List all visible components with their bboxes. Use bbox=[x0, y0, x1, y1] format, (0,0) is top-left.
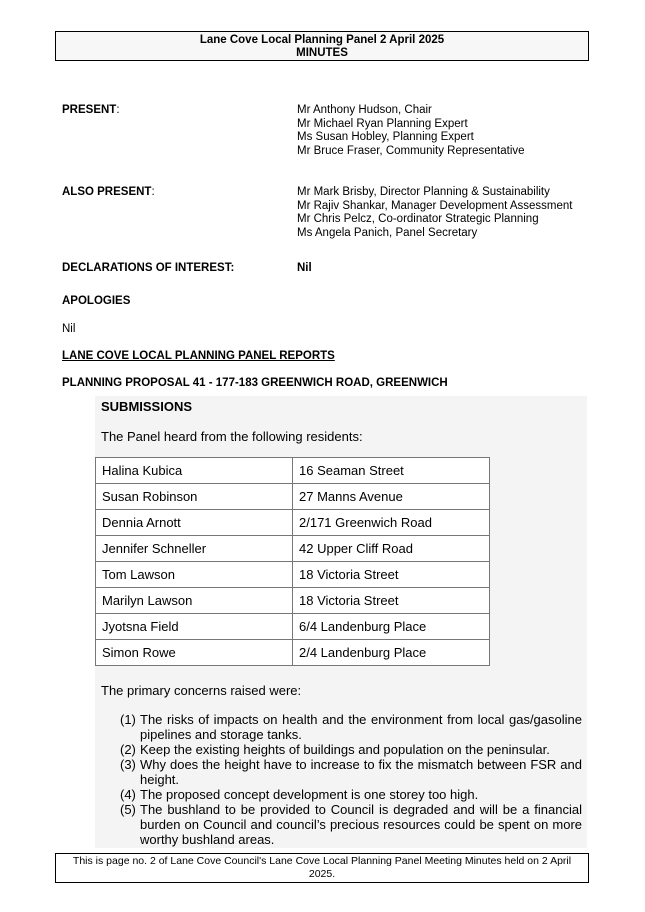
resident-address: 2/171 Greenwich Road bbox=[293, 510, 490, 536]
header-subtitle: MINUTES bbox=[296, 47, 348, 59]
item-number: (2) bbox=[120, 742, 136, 757]
resident-name: Dennia Arnott bbox=[96, 510, 293, 536]
table-row bbox=[96, 562, 490, 588]
table-row bbox=[96, 614, 490, 640]
concerns-intro: The primary concerns raised were: bbox=[101, 683, 302, 698]
resident-name: Jennifer Schneller bbox=[96, 536, 293, 562]
present-label-text: PRESENT bbox=[62, 104, 117, 116]
present-name: Mr Bruce Fraser, Community Representative bbox=[297, 144, 525, 157]
also-present-name: Mr Mark Brisby, Director Planning & Sustainability bbox=[297, 186, 550, 198]
table-row bbox=[96, 510, 490, 536]
present-label bbox=[62, 104, 120, 116]
resident-address: 2/4 Landenburg Place bbox=[293, 640, 490, 666]
list-item bbox=[120, 742, 582, 757]
also-present-label-text: ALSO PRESENT bbox=[62, 186, 152, 198]
item-text: The proposed concept development is one storey too high. bbox=[140, 787, 479, 802]
resident-address: 42 Upper Cliff Road bbox=[293, 536, 490, 562]
footer-line: 2025. bbox=[308, 868, 336, 880]
table-row bbox=[96, 588, 490, 614]
apologies-label: APOLOGIES bbox=[62, 295, 131, 307]
item-text: The bushland to be provided to Council is degraded and will be a financial burden on Council and council’s precious resources could be spent on more worthy bushland areas. bbox=[140, 802, 582, 847]
table-row bbox=[96, 458, 490, 484]
item-number: (4) bbox=[120, 787, 136, 802]
present-name: Ms Susan Hobley, Planning Expert bbox=[297, 131, 474, 144]
header-title: Lane Cove Local Planning Panel 2 April 2025 bbox=[199, 34, 445, 46]
resident-name: Tom Lawson bbox=[96, 562, 293, 588]
apologies-value: Nil bbox=[62, 323, 76, 335]
item-text: Keep the existing heights of buildings and population on the peninsular. bbox=[140, 742, 550, 757]
resident-name: Halina Kubica bbox=[96, 458, 293, 484]
table-row bbox=[96, 484, 490, 510]
present-name: Mr Michael Ryan Planning Expert bbox=[297, 117, 468, 130]
resident-address: 16 Seaman Street bbox=[293, 458, 490, 484]
list-item bbox=[120, 787, 582, 802]
table-row bbox=[96, 640, 490, 666]
declarations-label: DECLARATIONS OF INTEREST: bbox=[62, 262, 235, 274]
resident-name: Simon Rowe bbox=[96, 640, 293, 666]
resident-address: 6/4 Landenburg Place bbox=[293, 614, 490, 640]
item-number: (3) bbox=[120, 757, 136, 772]
present-colon: : bbox=[116, 104, 120, 116]
also-present-names bbox=[297, 186, 572, 240]
declarations-value: Nil bbox=[297, 262, 312, 274]
resident-name: Marilyn Lawson bbox=[96, 588, 293, 614]
concerns-list bbox=[120, 712, 582, 847]
item-number: (5) bbox=[120, 802, 136, 817]
also-present-name: Mr Chris Pelcz, Co-ordinator Strategic Planning bbox=[297, 213, 539, 226]
resident-address: 18 Victoria Street bbox=[293, 562, 490, 588]
item-text: Why does the height have to increase to fix the mismatch between FSR and height. bbox=[140, 757, 582, 787]
resident-name: Susan Robinson bbox=[96, 484, 293, 510]
resident-address: 18 Victoria Street bbox=[293, 588, 490, 614]
present-names bbox=[297, 104, 525, 158]
also-present-name: Ms Angela Panich, Panel Secretary bbox=[297, 226, 478, 239]
item-number: (1) bbox=[120, 712, 136, 727]
page-footer bbox=[55, 853, 589, 883]
also-present-name: Mr Rajiv Shankar, Manager Development Assessment bbox=[297, 199, 573, 212]
also-present-colon: : bbox=[151, 186, 155, 198]
resident-name: Jyotsna Field bbox=[96, 614, 293, 640]
list-item bbox=[120, 802, 582, 847]
list-item bbox=[120, 757, 582, 787]
present-name: Mr Anthony Hudson, Chair bbox=[297, 104, 432, 116]
proposal-heading: PLANNING PROPOSAL 41 - 177-183 GREENWICH ROAD, GREENWICH bbox=[62, 377, 448, 389]
submissions-intro: The Panel heard from the following residents: bbox=[101, 429, 363, 444]
submissions-title: SUBMISSIONS bbox=[101, 399, 193, 414]
reports-heading: LANE COVE LOCAL PLANNING PANEL REPORTS bbox=[62, 350, 335, 362]
item-text: The risks of impacts on health and the environment from local gas/gasoline pipelines and storage tanks. bbox=[140, 712, 582, 742]
footer-line: This is page no. 2 of Lane Cove Council's Lane Cove Local Planning Panel Meeting Minutes held on 2 April bbox=[72, 855, 572, 867]
document-header bbox=[55, 31, 589, 61]
also-present-label bbox=[62, 186, 155, 198]
table-row bbox=[96, 536, 490, 562]
residents-table bbox=[95, 457, 490, 666]
list-item bbox=[120, 712, 582, 742]
resident-address: 27 Manns Avenue bbox=[293, 484, 490, 510]
